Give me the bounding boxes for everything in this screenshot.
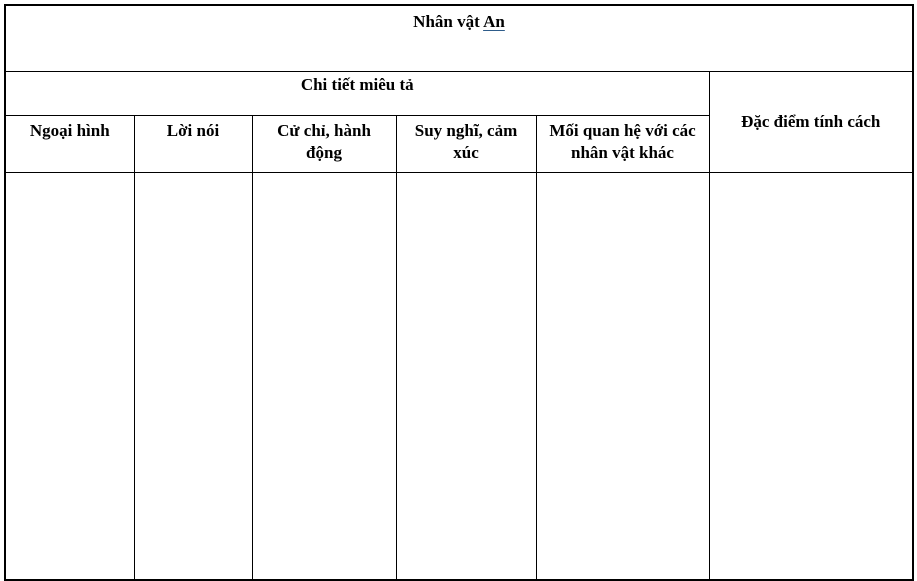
body-cell-thoughts-feelings	[396, 173, 536, 581]
table-title-prefix: Nhân vật	[413, 12, 484, 31]
character-name: An	[483, 12, 505, 31]
body-cell-traits	[709, 173, 913, 581]
column-header-gestures-actions: Cử chỉ, hành động	[252, 116, 396, 173]
column-header-appearance: Ngoại hình	[5, 116, 134, 173]
body-cell-appearance	[5, 173, 134, 581]
body-cell-gestures-actions	[252, 173, 396, 581]
body-cell-speech	[134, 173, 252, 581]
trait-header-cell: Đặc điểm tính cách	[709, 72, 913, 173]
column-header-speech: Lời nói	[134, 116, 252, 173]
detail-header-row	[5, 72, 913, 116]
table-title-cell	[5, 5, 913, 72]
body-row	[5, 173, 913, 581]
character-analysis-table	[4, 4, 914, 581]
column-header-thoughts-feelings: Suy nghĩ, cảm xúc	[396, 116, 536, 173]
column-header-relationships: Mối quan hệ với các nhân vật khác	[536, 116, 709, 173]
title-row	[5, 5, 913, 72]
detail-header-cell: Chi tiết miêu tả	[5, 72, 709, 116]
body-cell-relationships	[536, 173, 709, 581]
